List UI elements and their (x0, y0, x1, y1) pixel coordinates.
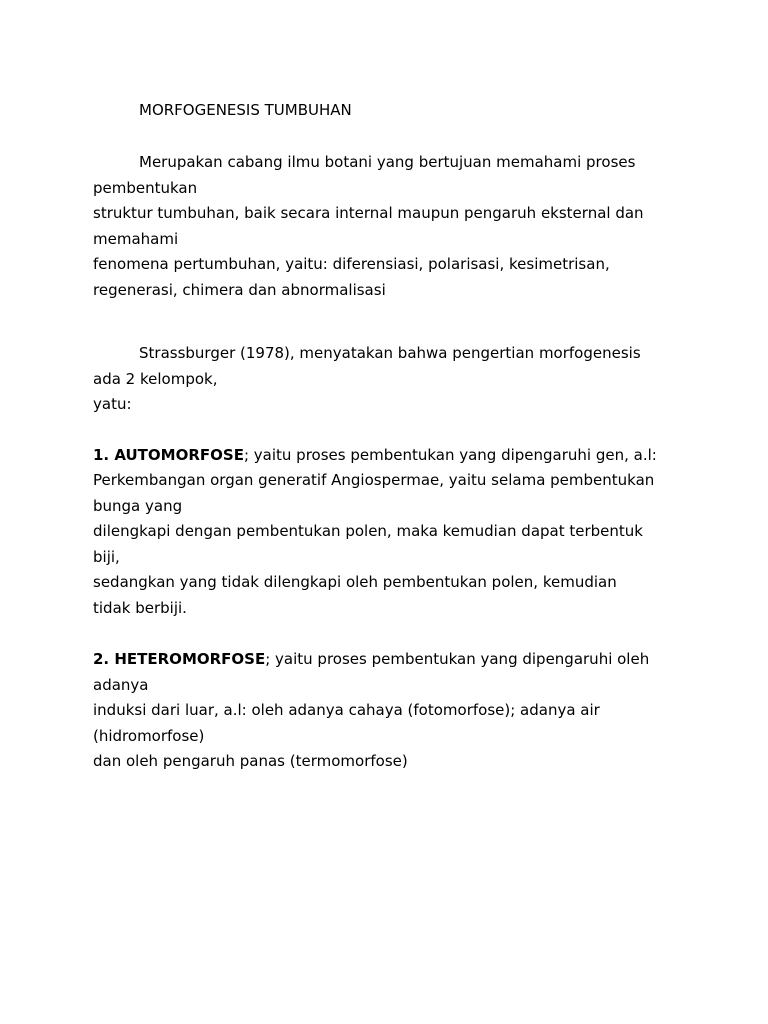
paragraph1-line4: memahami (93, 230, 179, 248)
paragraph1-line3: struktur tumbuhan, baik secara internal maupun pengaruh eksternal dan (93, 204, 644, 222)
section1-line4: dilengkapi dengan pembentukan polen, maka kemudian dapat terbentuk (93, 522, 643, 540)
section1-line6: sedangkan yang tidak dilengkapi oleh pembentukan polen, kemudian (93, 573, 617, 591)
section2-line1 (93, 650, 649, 668)
section1-line1-rest: ; yaitu proses pembentukan yang dipengaruhi gen, a.l: (243, 446, 657, 464)
section2-line5: dan oleh pengaruh panas (termomorfose) (93, 752, 408, 770)
section1-line7: tidak berbiji. (93, 599, 187, 617)
section1-line5: biji, (93, 548, 120, 566)
section1-line1 (93, 446, 657, 464)
section1-line2: Perkembangan organ generatif Angiospermae, yaitu selama pembentukan (93, 471, 655, 489)
section2-line2: adanya (93, 676, 149, 694)
section1-heading: 1. AUTOMORFOSE (93, 446, 244, 464)
section2-line3: induksi dari luar, a.l: oleh adanya cahaya (fotomorfose); adanya air (93, 701, 600, 719)
paragraph2-line2: ada 2 kelompok, (93, 370, 218, 388)
document-title: MORFOGENESIS TUMBUHAN (139, 101, 352, 119)
paragraph1-line6: regenerasi, chimera dan abnormalisasi (93, 281, 386, 299)
paragraph1-line1: Merupakan cabang ilmu botani yang bertujuan memahami proses (139, 153, 636, 171)
section2-line4: (hidromorfose) (93, 727, 205, 745)
section2-heading: 2. HETEROMORFOSE (93, 650, 266, 668)
paragraph1-line5: fenomena pertumbuhan, yaitu: diferensiasi, polarisasi, kesimetrisan, (93, 255, 610, 273)
section2-line1-rest: ; yaitu proses pembentukan yang dipengaruhi oleh (265, 650, 650, 668)
section1-line3: bunga yang (93, 497, 183, 515)
paragraph1-line2: pembentukan (93, 179, 198, 197)
paragraph2-line1: Strassburger (1978), menyatakan bahwa pengertian morfogenesis (139, 344, 641, 362)
paragraph2-line3: yatu: (93, 395, 132, 413)
